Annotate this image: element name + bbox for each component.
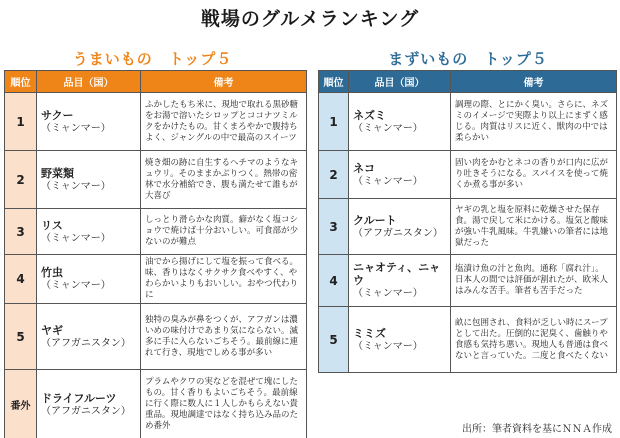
item-cell <box>37 93 141 151</box>
bad-ranking-table <box>318 70 617 373</box>
item-cell <box>37 151 141 209</box>
rank-cell: 4 <box>5 255 37 304</box>
item-name: ヤギ <box>41 323 63 337</box>
table-header-row <box>319 71 617 93</box>
table-row <box>5 209 307 255</box>
item-country: （ミャンマー） <box>353 288 423 299</box>
table-row <box>5 255 307 304</box>
rank-cell: 2 <box>5 151 37 209</box>
item-country: （ミャンマー） <box>41 280 111 291</box>
rank-cell: 3 <box>319 199 349 255</box>
column-header-item: 品目（国） <box>37 71 141 93</box>
column-header-item: 品目（国） <box>349 71 451 93</box>
good-ranking-table <box>4 70 307 438</box>
item-name: ドライフルーツ <box>41 391 117 405</box>
item-cell <box>349 199 451 255</box>
item-cell <box>349 255 451 307</box>
table-header-row <box>5 71 307 93</box>
note-cell: 焼き畑の跡に自生するヘチマのようなキュウリ。そのままかぶりつく。熱帯の密林で水分補給でき、腹も満たせて誰もが大喜び <box>141 151 307 209</box>
rank-cell: 2 <box>319 151 349 199</box>
rank-cell: 5 <box>319 307 349 373</box>
item-country: （ミャンマー） <box>353 175 423 187</box>
item-name: サクー <box>41 108 74 122</box>
bad-section-title: まずいもの トップ５ <box>388 50 548 68</box>
item-country: （アフガニスタン） <box>353 227 443 239</box>
table-row <box>319 255 617 307</box>
item-name: クルート <box>353 213 397 227</box>
column-header-rank: 順位 <box>319 71 349 93</box>
note-cell: 独特の臭みが鼻をつくが、アフガンは濃いめの味付けであまり気にならない。滅多に手に入らないごちそう。最前線に連れて行き、現地でしめる事が多い <box>141 304 307 370</box>
column-header-note: 備考 <box>141 71 307 93</box>
item-name: 竹虫 <box>41 266 63 279</box>
item-country: （アフガニスタン） <box>41 337 131 349</box>
note-cell: 固い肉をかむとネコの香りが口内に広がり吐きそうになる。スパイスを使って焼くか煮る事が多い <box>451 151 617 199</box>
item-name: リス <box>41 218 63 232</box>
column-header-note: 備考 <box>451 71 617 93</box>
item-name: 野菜類 <box>41 166 74 180</box>
item-name: ミミズ <box>353 326 386 340</box>
table-row <box>319 93 617 151</box>
rank-cell: 5 <box>5 304 37 370</box>
item-name: ネコ <box>353 161 375 175</box>
item-cell <box>349 307 451 373</box>
table-row <box>5 151 307 209</box>
note-cell: ふかしたもち米に、現地で取れる黒砂糖をお湯で溶いたシロップとココナツミルクをかけたもの。甘くまろやかで腹持ちよく、ジャングルの中で最高のスイーツ <box>141 93 307 151</box>
item-cell <box>349 151 451 199</box>
table-row <box>319 307 617 373</box>
note-cell: 油でから揚げにして塩を振って食べる。味、香りはなくサクサク食べやすく、やわらかいよりもおいしい。おやつ代わりに <box>141 255 307 304</box>
item-country: （ミャンマー） <box>353 340 423 352</box>
table-row <box>319 151 617 199</box>
item-country: （ミャンマー） <box>41 122 111 134</box>
table-row <box>5 304 307 370</box>
item-country: （ミャンマー） <box>41 180 111 192</box>
rank-cell: 3 <box>5 209 37 255</box>
note-cell: 塩漬け魚の汁と魚肉。通称「腐れ汁」。日本人の間では評価が割れたが、欧米人はみんな苦手。筆者も苦手だった <box>451 255 617 307</box>
rank-cell: 4 <box>319 255 349 307</box>
rank-cell: 番外 <box>5 370 37 438</box>
rank-cell: 1 <box>319 93 349 151</box>
item-country: （ミャンマー） <box>353 122 423 134</box>
item-cell <box>37 370 141 438</box>
item-cell <box>37 255 141 304</box>
rank-cell: 1 <box>5 93 37 151</box>
source-note: 出所：筆者資料を基にＮＮＡ作成 <box>462 424 612 435</box>
table-row <box>319 199 617 255</box>
item-cell <box>37 209 141 255</box>
item-country: （アフガニスタン） <box>41 405 131 417</box>
item-name: ネズミ <box>353 108 386 122</box>
note-cell: 畝に包囲され、食料が乏しい時にスープとして出た。圧倒的に泥臭く、歯触りや食感も気持ち悪い。現地人も普通は食べないと言っていた。二度と食べたくない <box>451 307 617 373</box>
page-title: 戦場のグルメランキング <box>200 8 420 30</box>
item-cell <box>37 304 141 370</box>
item-name: ニャオティ、ニャウ <box>353 261 441 287</box>
note-cell: 調理の際、とにかく臭い。さらに、ネズミのイメージで実際より以上にまずく感じる。肉質はリスに近く、獣肉の中では柔らかい <box>451 93 617 151</box>
note-cell: しっとり滑らかな肉質。癖がなく塩コショウで焼けば十分おいしい。可食部が少ないのが難点 <box>141 209 307 255</box>
table-row <box>5 93 307 151</box>
column-header-rank: 順位 <box>5 71 37 93</box>
table-row <box>5 370 307 438</box>
note-cell: ヤギの乳と塩を原料に乾燥させた保存食。湯で戻して米にかける。塩気と酸味が強い牛乳風味。牛乳嫌いの筆者には地獄だった <box>451 199 617 255</box>
good-section-title: うまいもの トップ５ <box>72 50 233 68</box>
note-cell: プラムやクワの実などを混ぜて塊にしたもの。甘く香りもよいごちそう。最前線に行く際に数人に１人しかもらえない貴重品。現地調達ではなく持ち込み品のため番外 <box>141 370 307 438</box>
item-cell <box>349 93 451 151</box>
item-country: （ミャンマー） <box>41 232 111 244</box>
